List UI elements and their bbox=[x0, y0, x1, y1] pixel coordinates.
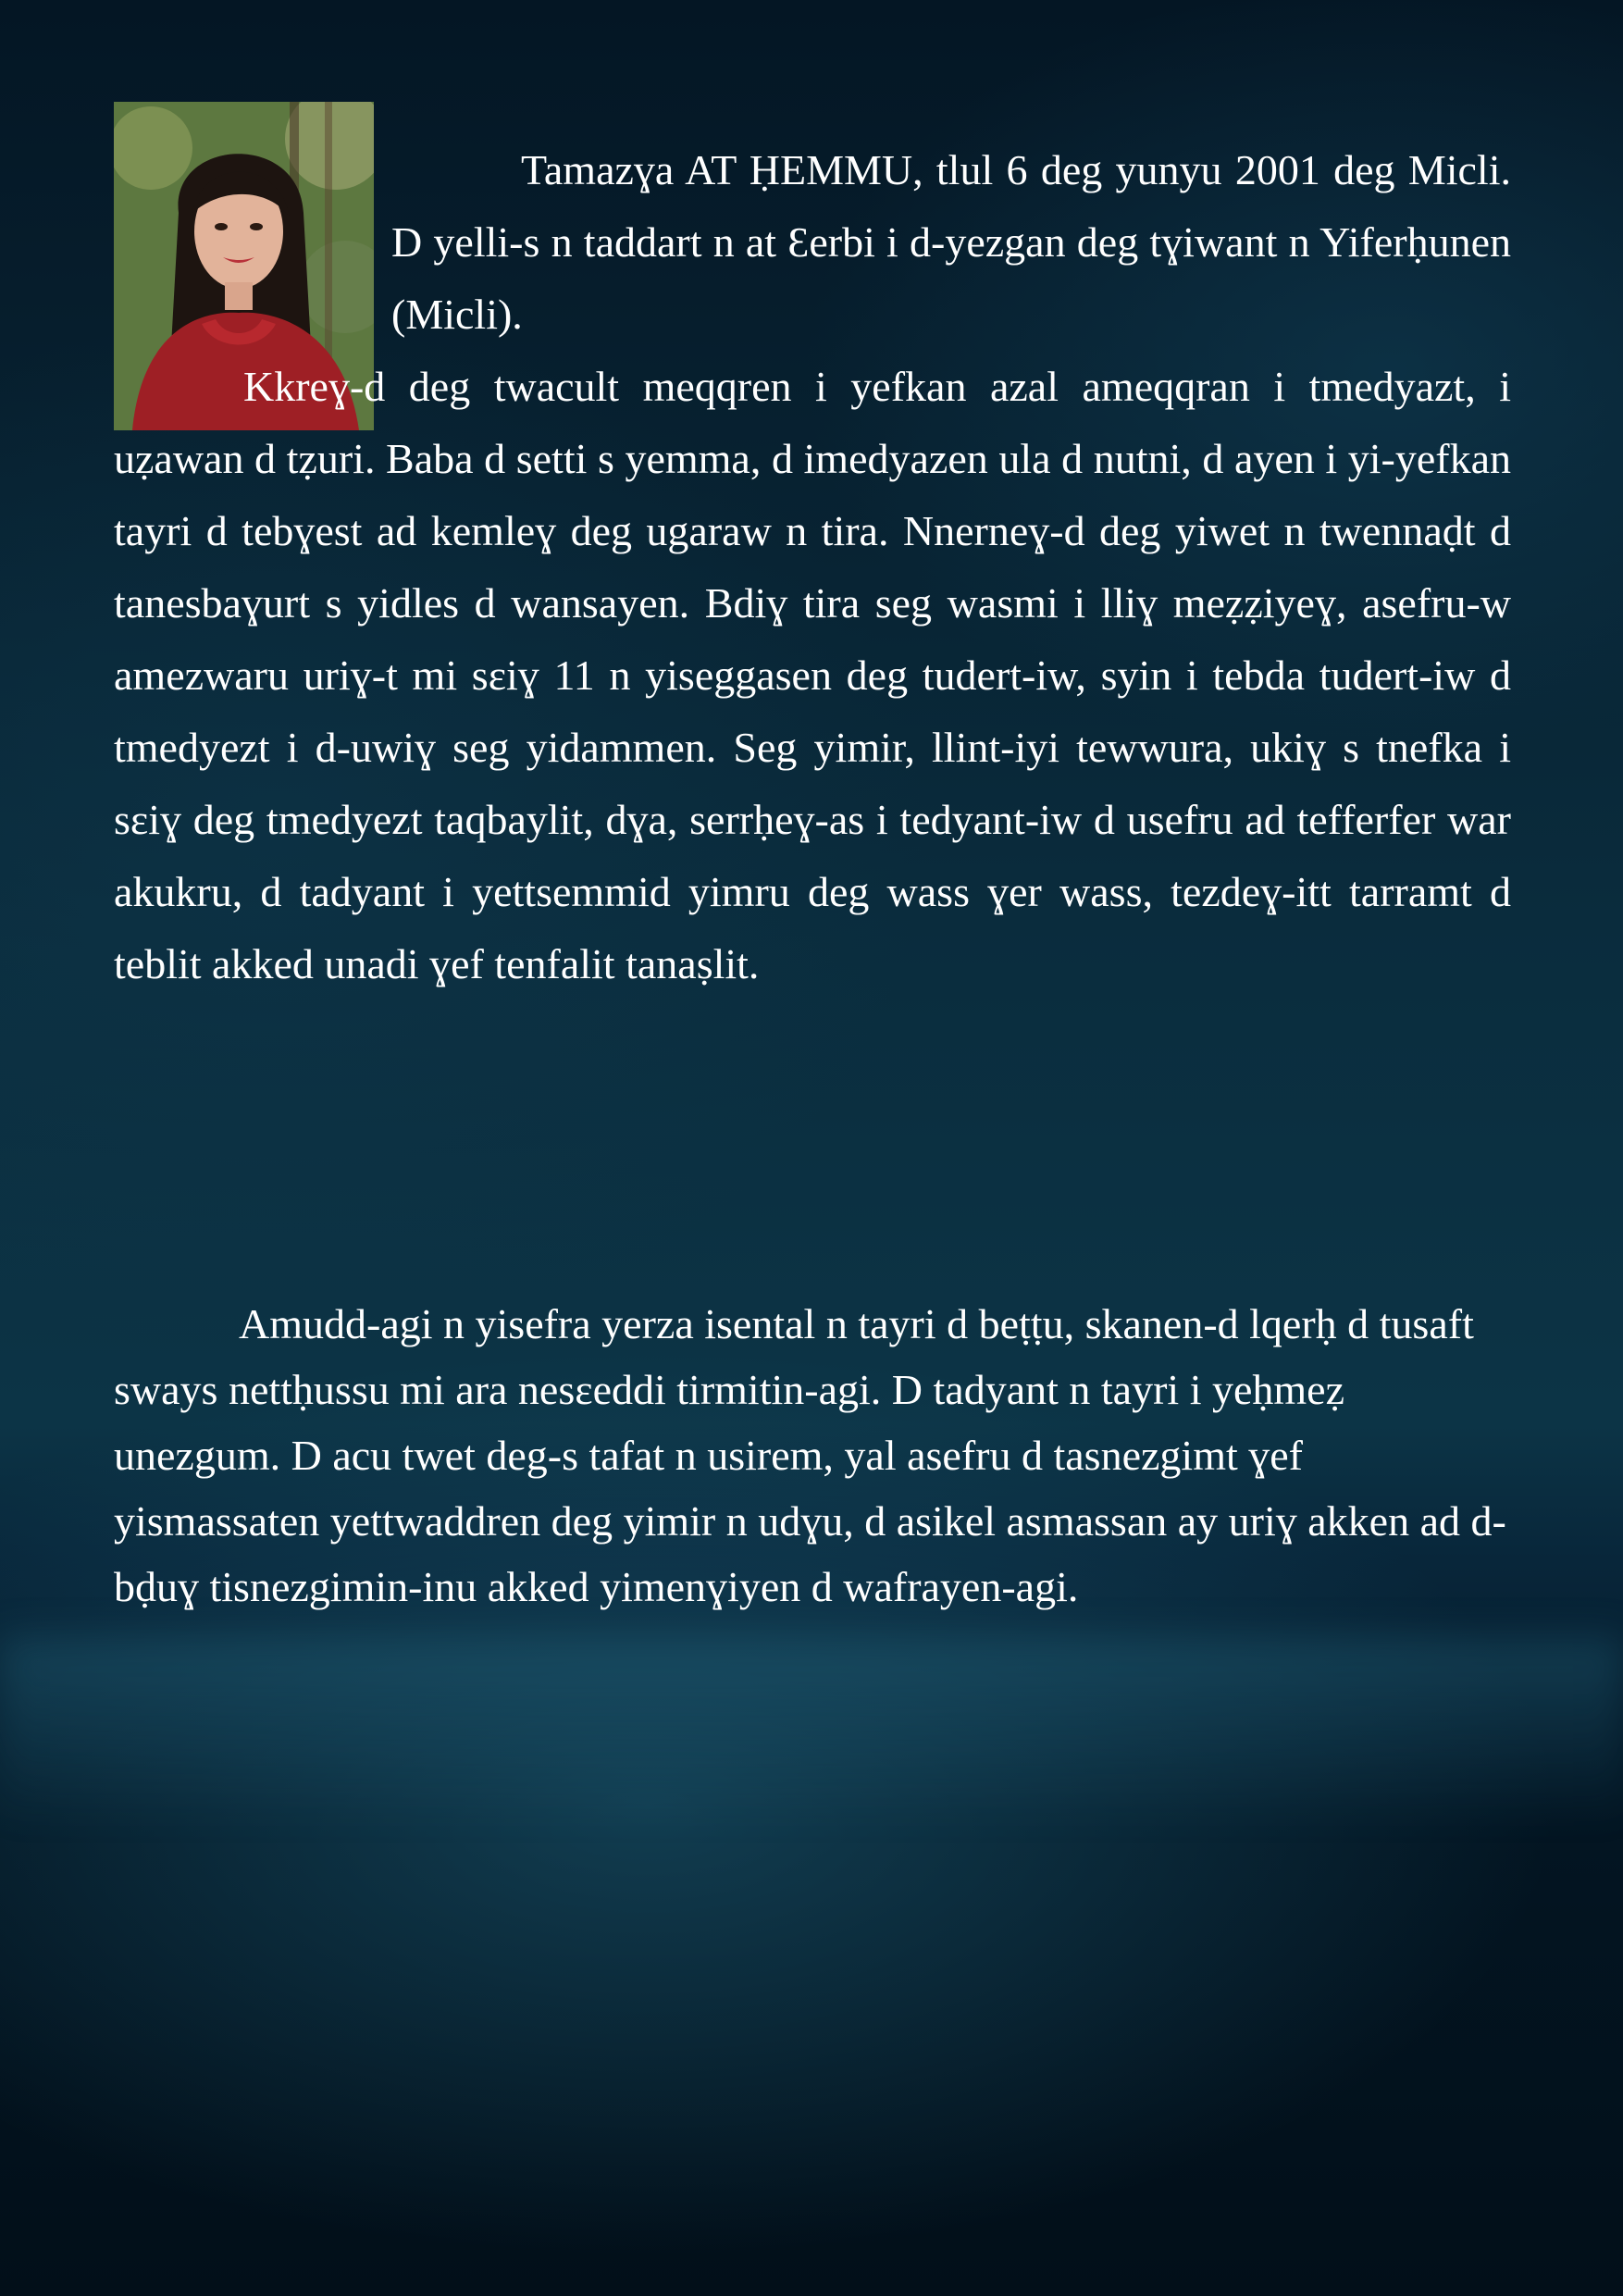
bio-paragraph-intro: Tamazɣa AT ḤEMMU, tlul 6 deg yunyu 2001 deg Micli. D yelli-s n taddart n at Ɛerbi i d-yezgan deg tɣiwant n Yiferḥunen (Micli). bbox=[391, 146, 1511, 338]
bio-text bbox=[114, 134, 1511, 1000]
afterword-paragraph: Amudd-agi n yisefra yerza isental n tayri d beṭṭu, skanen-d lqerḥ d tusaft sways nettḥussu mi ara nesɛeddi tirmitin-agi. D tadyant n tayri i yeḥmeẓ unezgum. D acu twet deg-s tafat n usirem, yal asefru d tasnezgimt ɣef yismassaten yettwaddren deg yimir n udɣu, d asikel asmassan ay uriɣ akken ad d-bḍuɣ tisnezgimin-inu akked yimenɣiyen d wafrayen-agi. bbox=[114, 1300, 1506, 1610]
bio-paragraph-main: Kkreɣ-d deg twacult meqqren i yefkan azal ameqqran i tmedyazt, i uẓawan d tẓuri. Baba d setti s yemma, d imedyazen ula d nutni, d ayen i yi-yefkan tayri d tebɣest ad kemleɣ deg ugaraw n tira. Nnerneɣ-d deg yiwet n twennaḍt d tanesbaɣurt s yidles d wansayen. Bdiɣ tira seg wasmi i lliɣ meẓẓiyeɣ, asefru-w amezwaru uriɣ-t mi sɛiɣ 11 n yiseggasen deg tudert-iw, syin i tebda tudert-iw d tmedyezt i d-uwiɣ seg yidammen. Seg yimir, llint-iyi tewwura, ukiɣ s tnefka i sɛiɣ deg tmedyezt taqbaylit, dɣa, serrḥeɣ-as i tedyant-iw d usefru ad tefferfer war akukru, d tadyant i yettsemmid yimru deg wass ɣer wass, tezdeɣ-itt tarramt d teblit akked unadi ɣef tenfalit tanaṣlit. bbox=[114, 363, 1511, 987]
photo-spacer bbox=[114, 134, 391, 351]
